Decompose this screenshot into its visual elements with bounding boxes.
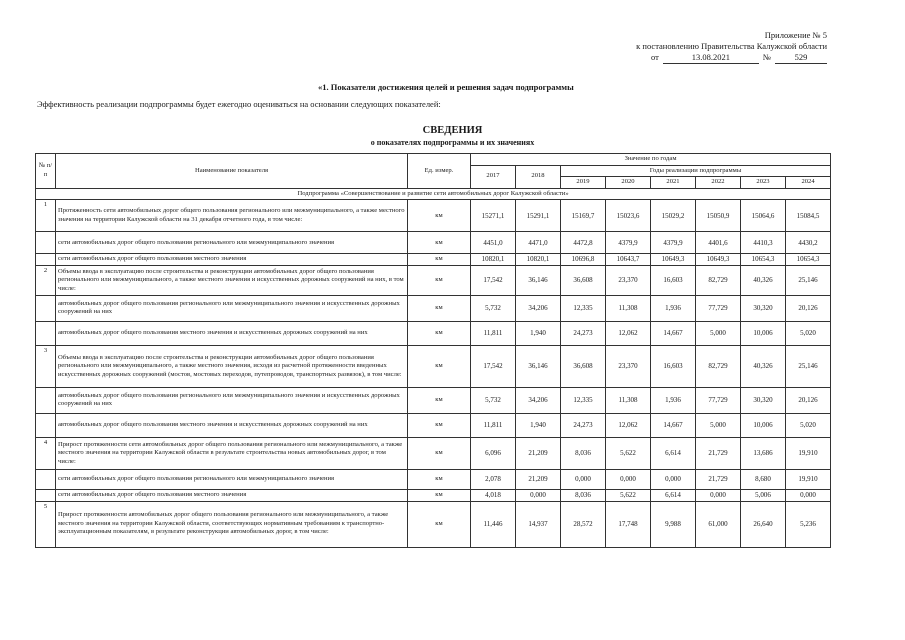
unit-cell: км — [408, 501, 471, 547]
unit-cell: км — [408, 489, 471, 501]
indicator-name: Прирост протяженности сети автомобильных дорог общего пользования регионального или межмуниципального, а также местного значения на территории Калужской области в результате строительства новых автомобильных дорог, в том числе: — [56, 437, 408, 469]
value-cell: 0,000 — [561, 469, 606, 489]
year-2022-header: 2022 — [696, 177, 741, 189]
indicator-name: сети автомобильных дорог общего пользования местного значения — [56, 489, 408, 501]
value-cell: 4,018 — [471, 489, 516, 501]
col-name-header: Наименование показателя — [56, 154, 408, 189]
row-index — [36, 254, 56, 266]
value-cell: 61,000 — [696, 501, 741, 547]
document-title-block — [0, 125, 905, 149]
table-row — [36, 265, 831, 295]
value-cell: 16,603 — [651, 345, 696, 387]
indicator-name: автомобильных дорог общего пользования регионального или межмуниципального значения и искусственных дорожных сооружений на них — [56, 387, 408, 413]
value-cell: 1,940 — [516, 321, 561, 345]
value-cell: 16,603 — [651, 265, 696, 295]
value-cell: 23,370 — [606, 265, 651, 295]
document-title: СВЕДЕНИЯ — [422, 125, 483, 136]
value-cell: 15023,6 — [606, 200, 651, 232]
header-row-1 — [36, 154, 831, 166]
unit-cell: км — [408, 295, 471, 321]
value-cell: 17,748 — [606, 501, 651, 547]
value-cell: 15029,2 — [651, 200, 696, 232]
value-cell: 6,614 — [651, 489, 696, 501]
value-cell: 5,000 — [696, 321, 741, 345]
document-subtitle: о показателях подпрограммы и их значениях — [370, 138, 535, 147]
unit-cell: км — [408, 232, 471, 254]
indicator-name: Объемы ввода в эксплуатацию после строительства и реконструкции автомобильных дорог общего пользования регионального или межмуниципального, а также местного значения и искусственных дорожных сооружений на них, в том числе: — [56, 265, 408, 295]
value-cell: 10643,7 — [606, 254, 651, 266]
value-cell: 5,622 — [606, 437, 651, 469]
subprogram-row — [36, 188, 831, 200]
row-index — [36, 387, 56, 413]
value-cell: 15271,1 — [471, 200, 516, 232]
value-cell: 1,936 — [651, 387, 696, 413]
intro-text: Эффективность реализации подпрограммы будет ежегодно оцениваться на основании следующих показателей: — [37, 99, 441, 109]
table-row — [36, 413, 831, 437]
value-cell: 4401,6 — [696, 232, 741, 254]
value-cell: 1,936 — [651, 295, 696, 321]
value-cell: 15064,6 — [741, 200, 786, 232]
value-cell: 17,542 — [471, 265, 516, 295]
value-cell: 5,020 — [786, 413, 831, 437]
row-index — [36, 469, 56, 489]
value-cell: 8,036 — [561, 437, 606, 469]
indicators-table — [35, 153, 831, 548]
value-cell: 10,006 — [741, 321, 786, 345]
year-2023-header: 2023 — [741, 177, 786, 189]
indicator-name: сети автомобильных дорог общего пользования местного значения — [56, 254, 408, 266]
value-cell: 77,729 — [696, 387, 741, 413]
value-cell: 23,370 — [606, 345, 651, 387]
row-index: 1 — [36, 200, 56, 232]
value-cell: 5,006 — [741, 489, 786, 501]
table-row — [36, 232, 831, 254]
value-cell: 8,680 — [741, 469, 786, 489]
value-cell: 6,614 — [651, 437, 696, 469]
value-cell: 30,320 — [741, 387, 786, 413]
value-cell: 26,640 — [741, 501, 786, 547]
value-cell: 10696,8 — [561, 254, 606, 266]
value-cell: 20,126 — [786, 295, 831, 321]
year-2021-header: 2021 — [651, 177, 696, 189]
year-2018-header: 2018 — [516, 165, 561, 188]
value-cell: 36,608 — [561, 265, 606, 295]
value-cell: 10649,3 — [651, 254, 696, 266]
col-values-header: Значение по годам — [471, 154, 831, 166]
value-cell: 12,062 — [606, 321, 651, 345]
year-2017-header: 2017 — [471, 165, 516, 188]
value-cell: 25,146 — [786, 265, 831, 295]
unit-cell: км — [408, 200, 471, 232]
value-cell: 19,910 — [786, 469, 831, 489]
indicator-name: Протяженность сети автомобильных дорог общего пользования регионального или межмуниципального, а также местного значения на территории Калужской области на 31 декабря отчетного года, в том числе: — [56, 200, 408, 232]
table-row — [36, 437, 831, 469]
table-row — [36, 469, 831, 489]
value-cell: 14,937 — [516, 501, 561, 547]
unit-cell: км — [408, 321, 471, 345]
value-cell: 4379,9 — [651, 232, 696, 254]
number-label: № — [762, 52, 771, 62]
value-cell: 15291,1 — [516, 200, 561, 232]
value-cell: 4472,8 — [561, 232, 606, 254]
value-cell: 40,326 — [741, 345, 786, 387]
value-cell: 15084,5 — [786, 200, 831, 232]
unit-cell: км — [408, 254, 471, 266]
value-cell: 10820,1 — [516, 254, 561, 266]
row-index: 4 — [36, 437, 56, 469]
value-cell: 11,811 — [471, 413, 516, 437]
unit-cell: км — [408, 265, 471, 295]
value-cell: 4379,9 — [606, 232, 651, 254]
value-cell: 20,126 — [786, 387, 831, 413]
value-cell: 10820,1 — [471, 254, 516, 266]
value-cell: 4451,0 — [471, 232, 516, 254]
value-cell: 4471,0 — [516, 232, 561, 254]
value-cell: 10649,3 — [696, 254, 741, 266]
value-cell: 0,000 — [696, 489, 741, 501]
value-cell: 40,326 — [741, 265, 786, 295]
indicator-name: Объемы ввода в эксплуатацию после строительства и реконструкции автомобильных дорог общего пользования регионального или межмуниципального, а также местного значения, исходя из расчетной протяженности введенных искусственных дорожных сооружений (мостов, мостовых переходов, путепроводов, транспортных развязок), в том числе: — [56, 345, 408, 387]
value-cell: 36,608 — [561, 345, 606, 387]
from-label: от — [651, 52, 659, 62]
value-cell: 0,000 — [516, 489, 561, 501]
row-index: 5 — [36, 501, 56, 547]
value-cell: 12,335 — [561, 295, 606, 321]
years-realization-header: Годы реализации подпрограммы — [561, 165, 831, 177]
value-cell: 8,036 — [561, 489, 606, 501]
value-cell: 14,667 — [651, 321, 696, 345]
indicator-name: сети автомобильных дорог общего пользования регионального или межмуниципального значения — [56, 469, 408, 489]
value-cell: 21,729 — [696, 437, 741, 469]
year-2020-header: 2020 — [606, 177, 651, 189]
row-index — [36, 321, 56, 345]
value-cell: 36,146 — [516, 265, 561, 295]
indicators-table-body — [36, 188, 831, 547]
value-cell: 12,335 — [561, 387, 606, 413]
unit-cell: км — [408, 345, 471, 387]
value-cell: 15169,7 — [561, 200, 606, 232]
table-row — [36, 489, 831, 501]
value-cell: 17,542 — [471, 345, 516, 387]
row-index — [36, 295, 56, 321]
value-cell: 9,988 — [651, 501, 696, 547]
table-row — [36, 254, 831, 266]
value-cell: 77,729 — [696, 295, 741, 321]
row-index — [36, 413, 56, 437]
value-cell: 15050,9 — [696, 200, 741, 232]
value-cell: 36,146 — [516, 345, 561, 387]
value-cell: 34,206 — [516, 295, 561, 321]
col-no-header: № п/п — [36, 154, 56, 189]
indicator-name: автомобильных дорог общего пользования местного значения и искусственных дорожных сооружений на них — [56, 321, 408, 345]
unit-cell: км — [408, 469, 471, 489]
table-row — [36, 295, 831, 321]
value-cell: 0,000 — [606, 469, 651, 489]
value-cell: 34,206 — [516, 387, 561, 413]
indicator-name: автомобильных дорог общего пользования местного значения и искусственных дорожных сооружений на них — [56, 413, 408, 437]
value-cell: 5,732 — [471, 295, 516, 321]
resolution-date-line — [567, 52, 827, 64]
value-cell: 11,308 — [606, 387, 651, 413]
value-cell: 19,910 — [786, 437, 831, 469]
subprogram-title: Подпрограмма «Совершенствование и развитие сети автомобильных дорог Калужской области» — [36, 188, 831, 200]
value-cell: 25,146 — [786, 345, 831, 387]
table-row — [36, 200, 831, 232]
value-cell: 5,236 — [786, 501, 831, 547]
row-index — [36, 232, 56, 254]
value-cell: 4430,2 — [786, 232, 831, 254]
value-cell: 21,729 — [696, 469, 741, 489]
value-cell: 5,020 — [786, 321, 831, 345]
value-cell: 11,811 — [471, 321, 516, 345]
value-cell: 2,078 — [471, 469, 516, 489]
value-cell: 11,446 — [471, 501, 516, 547]
value-cell: 13,686 — [741, 437, 786, 469]
row-index: 3 — [36, 345, 56, 387]
value-cell: 14,667 — [651, 413, 696, 437]
unit-cell: км — [408, 413, 471, 437]
resolution-date: 13.08.2021 — [663, 52, 759, 64]
value-cell: 21,209 — [516, 469, 561, 489]
unit-cell: км — [408, 437, 471, 469]
value-cell: 82,729 — [696, 265, 741, 295]
table-row — [36, 387, 831, 413]
table-row — [36, 501, 831, 547]
unit-cell: км — [408, 387, 471, 413]
value-cell: 24,273 — [561, 321, 606, 345]
resolution-number: 529 — [775, 52, 827, 64]
year-2019-header: 2019 — [561, 177, 606, 189]
appendix-label: Приложение № 5 — [764, 30, 827, 40]
year-2024-header: 2024 — [786, 177, 831, 189]
value-cell: 82,729 — [696, 345, 741, 387]
value-cell: 21,209 — [516, 437, 561, 469]
value-cell: 0,000 — [651, 469, 696, 489]
value-cell: 1,940 — [516, 413, 561, 437]
indicator-name: сети автомобильных дорог общего пользования регионального или межмуниципального значения — [56, 232, 408, 254]
table-row — [36, 345, 831, 387]
value-cell: 24,273 — [561, 413, 606, 437]
value-cell: 10654,3 — [786, 254, 831, 266]
section-title: «1. Показатели достижения целей и решения задач подпрограммы — [318, 82, 574, 92]
value-cell: 5,622 — [606, 489, 651, 501]
appendix-block — [567, 30, 827, 64]
value-cell: 28,572 — [561, 501, 606, 547]
value-cell: 12,062 — [606, 413, 651, 437]
row-index — [36, 489, 56, 501]
value-cell: 0,000 — [786, 489, 831, 501]
value-cell: 10654,3 — [741, 254, 786, 266]
table-row — [36, 321, 831, 345]
indicator-name: Прирост протяженности автомобильных дорог общего пользования регионального или межмуниципального, а также местного значения на территории Калужской области, соответствующих нормативным требованиям к транспортно-эксплуатационным показателям, в результате реконструкции автомобильных дорог, в том числе: — [56, 501, 408, 547]
value-cell: 6,096 — [471, 437, 516, 469]
value-cell: 5,000 — [696, 413, 741, 437]
value-cell: 30,320 — [741, 295, 786, 321]
col-unit-header: Ед. измер. — [408, 154, 471, 189]
indicator-name: автомобильных дорог общего пользования регионального или межмуниципального значения и искусственных дорожных сооружений на них — [56, 295, 408, 321]
value-cell: 11,308 — [606, 295, 651, 321]
resolution-line: к постановлению Правительства Калужской области — [636, 41, 827, 51]
value-cell: 5,732 — [471, 387, 516, 413]
value-cell: 4410,3 — [741, 232, 786, 254]
value-cell: 10,006 — [741, 413, 786, 437]
row-index: 2 — [36, 265, 56, 295]
